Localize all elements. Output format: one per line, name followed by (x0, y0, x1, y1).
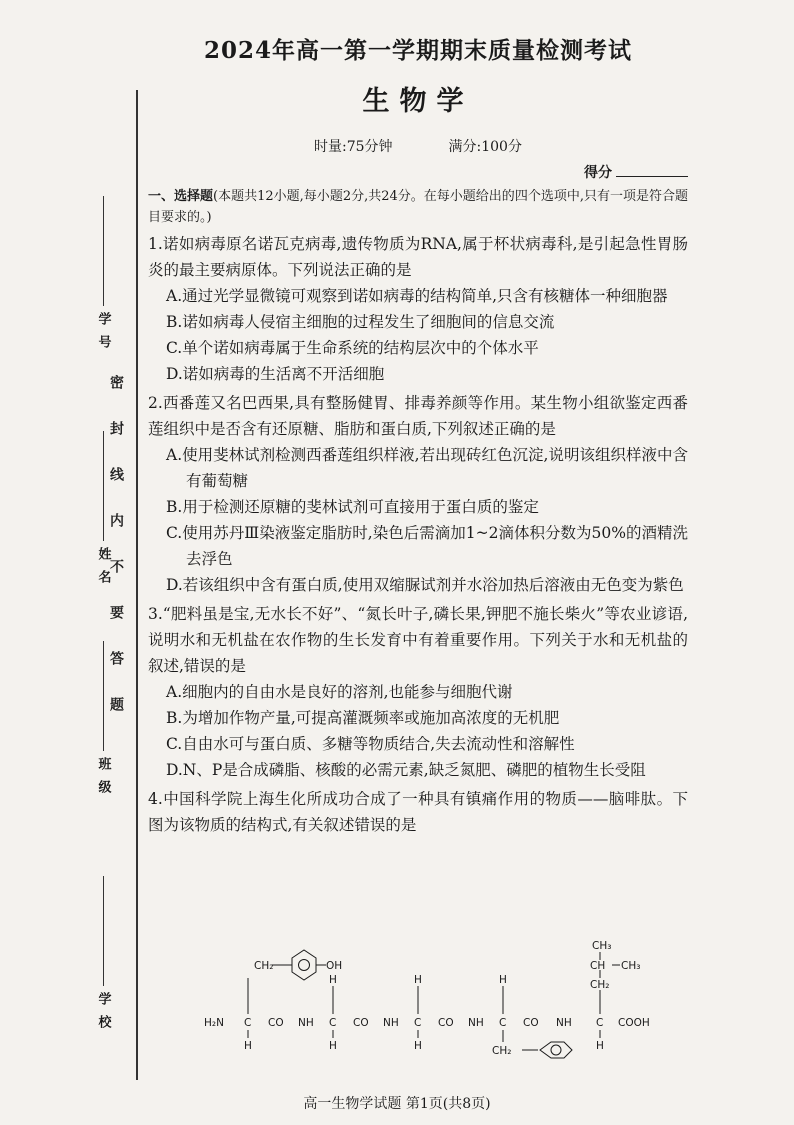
h-c5-bottom: H (596, 1040, 604, 1052)
chain-nh3: NH (468, 1017, 484, 1029)
full-score: 满分:100分 (448, 139, 522, 155)
ch2-leucine: CH₂ (590, 979, 610, 991)
section-note: (本题共12小题,每小题2分,共24分。在每小题给出的四个选项中,只有一项是符合题目要求的。) (148, 189, 688, 225)
h-c3-bottom: H (414, 1040, 422, 1052)
h-c4-top: H (499, 974, 507, 986)
question-3 (148, 601, 688, 783)
school-label: 学校 (95, 992, 111, 1038)
score-label: 得分 (584, 165, 612, 181)
student-id-label: 学号 (95, 312, 111, 358)
h-c2-bottom: H (329, 1040, 337, 1052)
question-stem: 4.中国科学院上海生化所成功合成了一种具有镇痛作用的物质——脑啡肽。下图为该物质的结构式,有关叙述错误的是 (148, 790, 688, 834)
h-c2-top: H (329, 974, 337, 986)
question-stem: 3.“肥料虽是宝,无水长不好”、“氮长叶子,磷长果,钾肥不施长柴火”等农业谚语,说明水和无机盐在农作物的生长发育中有着重要作用。下列关于水和无机盐的叙述,错误的是 (148, 605, 688, 675)
option-c: C.单个诺如病毒属于生命系统的结构层次中的个体水平 (166, 339, 539, 357)
question-4 (148, 786, 688, 838)
exam-content (148, 20, 688, 838)
subject-title: 生物学 (362, 86, 474, 117)
chain-c5: C (596, 1017, 604, 1029)
school-field (92, 870, 114, 1038)
name-blank[interactable] (103, 431, 104, 541)
phenol-ring (292, 950, 316, 980)
phenyl-ring (540, 1042, 572, 1058)
option-a: A.通过光学显微镜可观察到诺如病毒的结构简单,只含有核糖体一种细胞器 (166, 287, 668, 305)
ch2-upper: CH₂ (254, 960, 274, 972)
question-stem: 1.诺如病毒原名诺瓦克病毒,遗传物质为RNA,属于杯状病毒科,是引起急性胃肠炎的最主要病原体。下列说法正确的是 (148, 235, 688, 279)
option-c: C.使用苏丹Ⅲ染液鉴定脂肪时,染色后需滴加1~2滴体积分数为50%的酒精洗去浮色 (166, 524, 688, 568)
ch2-benzyl: CH₂ (492, 1045, 512, 1057)
seal-line (136, 90, 138, 1080)
option-b: B.诺如病毒人侵宿主细胞的过程发生了细胞间的信息交流 (166, 313, 555, 331)
ch3-top: CH₃ (592, 940, 612, 952)
ch3-side: CH₃ (621, 960, 641, 972)
option-b: B.用于检测还原糖的斐林试剂可直接用于蛋白质的鉴定 (166, 498, 539, 516)
question-1 (148, 231, 688, 387)
option-d: D.若该组织中含有蛋白质,使用双缩脲试剂并水浴加热后溶液由无色变为紫色 (166, 576, 684, 594)
score-box (148, 162, 688, 182)
chain-c3: C (414, 1017, 422, 1029)
chain-c1: C (244, 1017, 252, 1029)
enkephalin-structure-diagram (200, 938, 660, 1066)
class-blank[interactable] (103, 641, 104, 751)
chain-c4: C (499, 1017, 507, 1029)
name-label: 姓名 (95, 547, 111, 593)
exam-title: 2024年高一第一学期期末质量检测考试 (203, 37, 632, 64)
option-d: D.诺如病毒的生活离不开活细胞 (166, 365, 385, 383)
chain-co4: CO (523, 1017, 539, 1029)
chain-cooh: COOH (618, 1017, 650, 1029)
ch-branch: CH (590, 960, 606, 972)
chain-co1: CO (268, 1017, 284, 1029)
chain-co2: CO (353, 1017, 369, 1029)
chain-h2n: H₂N (204, 1017, 224, 1029)
option-a: A.细胞内的自由水是良好的溶剂,也能参与细胞代谢 (166, 683, 513, 701)
question-2 (148, 390, 688, 598)
page-footer: 高一生物学试题 第1页(共8页) (303, 1096, 491, 1112)
seal-instruction: 密封线内不要答题 (108, 375, 124, 743)
exam-meta (148, 136, 688, 156)
class-label: 班级 (95, 757, 111, 803)
student-id-blank[interactable] (103, 196, 104, 306)
option-c: C.自由水可与蛋白质、多糖等物质结合,失去流动性和溶解性 (166, 735, 575, 753)
chain-nh2: NH (383, 1017, 399, 1029)
section-heading (148, 186, 688, 228)
option-b: B.为增加作物产量,可提高灌溉频率或施加高浓度的无机肥 (166, 709, 560, 727)
question-stem: 2.西番莲又名巴西果,具有整肠健胃、排毒养颜等作用。某生物小组欲鉴定西番莲组织中是否含有还原糖、脂肪和蛋白质,下列叙述正确的是 (148, 394, 688, 438)
option-a: A.使用斐林试剂检测西番莲组织样液,若出现砖红色沉淀,说明该组织样液中含有葡萄糖 (166, 446, 688, 490)
option-d: D.N、P是合成磷脂、核酸的必需元素,缺乏氮肥、磷肥的植物生长受阻 (166, 761, 646, 779)
section-title: 一、选择题 (148, 189, 214, 204)
time-limit: 时量:75分钟 (314, 139, 393, 155)
student-id-field (92, 190, 114, 358)
chain-co3: CO (438, 1017, 454, 1029)
binding-margin (84, 90, 144, 1080)
chain-nh1: NH (298, 1017, 314, 1029)
school-blank[interactable] (103, 876, 104, 986)
h-c1-bottom: H (244, 1040, 252, 1052)
score-blank[interactable] (616, 176, 688, 177)
h-c3-top: H (414, 974, 422, 986)
chain-nh4: NH (556, 1017, 572, 1029)
chain-c2: C (329, 1017, 337, 1029)
oh-group: OH (326, 960, 343, 972)
